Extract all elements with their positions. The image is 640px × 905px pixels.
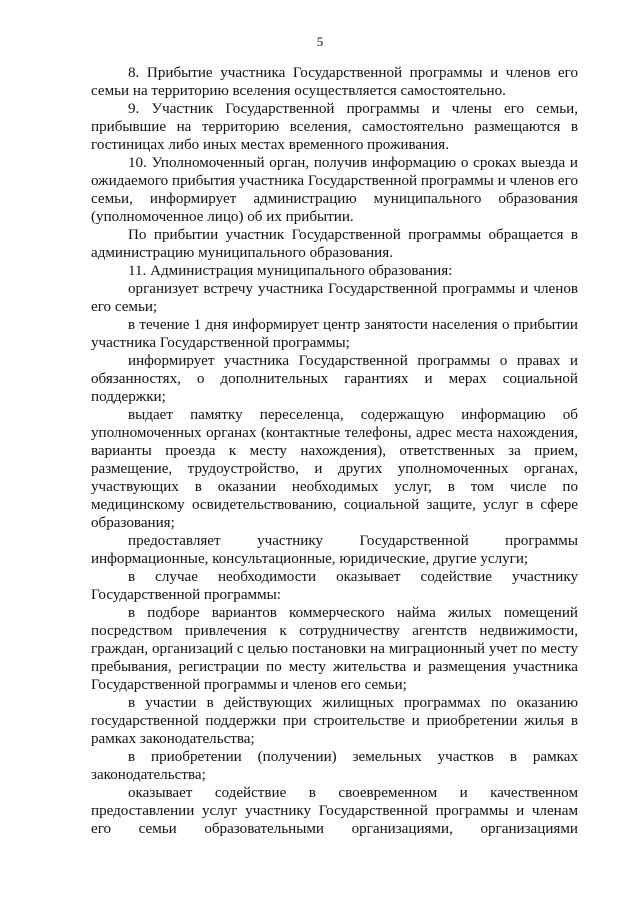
paragraph-10-notification: 10. Уполномоченный орган, получив информацию о сроках выезда и ожидаемого прибытия участника Государственной программы и членов его семьи, информирует администрацию муниципального образования (уполномоченное лицо) об их прибытии. [91,155,578,225]
list-item-support-services: оказывает содействие в своевременном и качественном предоставлении услуг участнику Государственной программы и членам его семьи образовательными организациями, организациями [91,785,578,837]
paragraph-arrival-appeal: По прибытии участник Государственной программы обращается в администрацию муниципального образования. [91,227,578,261]
document-body [91,64,578,838]
sub-item-land-plots: в приобретении (получении) земельных участков в рамках законодательства; [91,749,578,783]
page-number: 5 [316,34,324,49]
list-item-rights-info: информирует участника Государственной программы о правах и обязанностях, о дополнительных гарантиях и мерах социальной поддержки; [91,353,578,405]
paragraph-9-accommodation: 9. Участник Государственной программы и члены его семьи, прибывшие на территорию вселения, самостоятельно размещаются в гостиницах либо иных местах временного проживания. [91,101,578,153]
paragraph-11-administration: 11. Администрация муниципального образования: [128,263,453,279]
list-item-meeting: организует встречу участника Государственной программы и членов его семьи; [91,281,578,315]
list-item-services: предоставляет участнику Государственной программы информационные, консультационные, юридические, другие услуги; [91,533,578,567]
list-item-employment-center: в течение 1 дня информирует центр занятости населения о прибытии участника Государственной программы; [91,317,578,351]
sub-item-housing-programs: в участии в действующих жилищных программах по оказанию государственной поддержки при строительстве и приобретении жилья в рамках законодательства; [91,695,578,747]
sub-item-housing-rental: в подборе вариантов коммерческого найма жилых помещений посредством привлечения к сотрудничеству агентств недвижимости, граждан, организаций с целью постановки на миграционный учет по месту пребывания, регистрации по месту жительства и размещения участника Государственной программы и членов его семьи; [91,605,578,693]
list-item-memo: выдает памятку переселенца, содержащую информацию об уполномоченных органах (контактные телефоны, адрес места нахождения, варианты проезда к месту нахождения), ответственных за прием, размещение, трудоустройство, и других уполномоченных органах, участвующих в оказании необходимых услуг, в том числе по медицинскому освидетельствованию, социальной защите, услуг в сфере образования; [91,407,578,531]
paragraph-8-arrival: 8. Прибытие участника Государственной программы и членов его семьи на территорию вселения осуществляется самостоятельно. [91,65,578,99]
list-item-assistance: в случае необходимости оказывает содействие участнику Государственной программы: [91,569,578,603]
